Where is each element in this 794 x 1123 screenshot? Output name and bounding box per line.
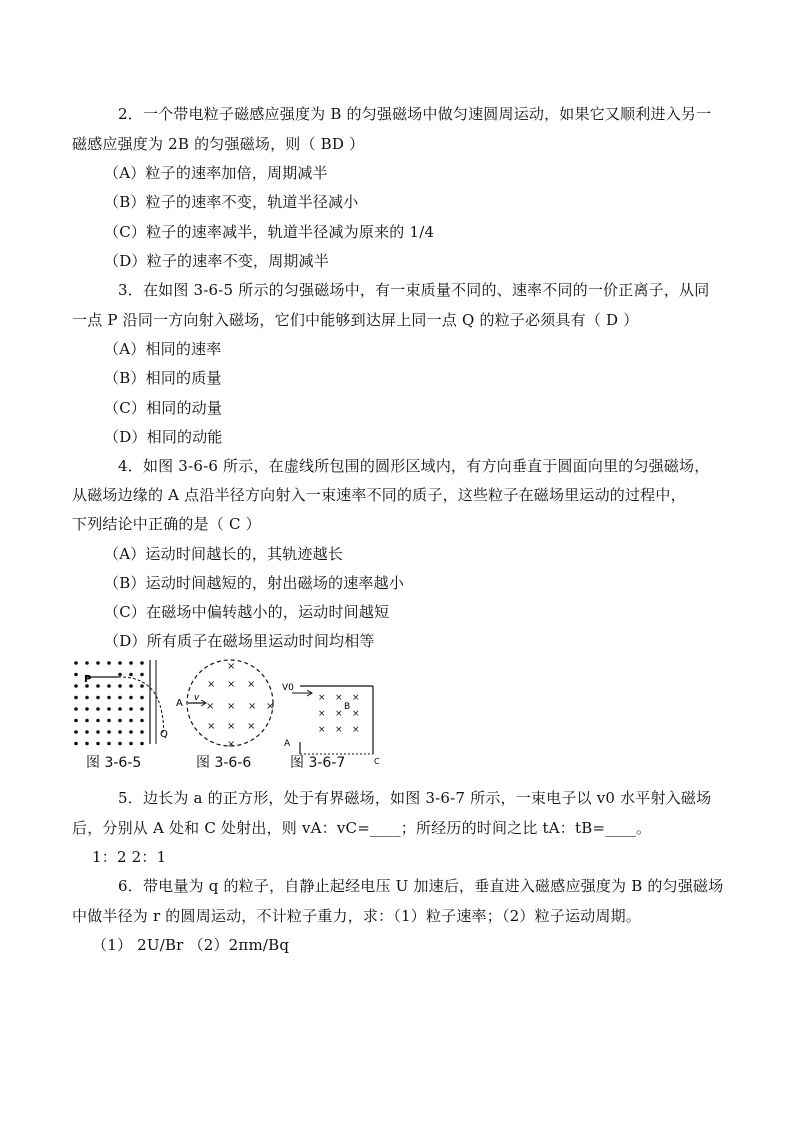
field-dot bbox=[129, 742, 133, 746]
field-x-mark: × bbox=[227, 701, 236, 712]
q2-stem-line2: 磁感应强度为 2B 的匀强磁场，则（ BD ） bbox=[72, 135, 365, 153]
figure-3-6-5 bbox=[74, 660, 168, 745]
q5-answer: 1：2 2：1 bbox=[92, 848, 167, 866]
field-dot bbox=[118, 684, 122, 688]
figure-3-6-7-caption: 图 3-6-7 bbox=[290, 755, 346, 771]
field-dot bbox=[140, 719, 144, 723]
field-x-mark: × bbox=[352, 709, 360, 719]
field-dot bbox=[85, 730, 89, 734]
field-dot bbox=[140, 707, 144, 711]
field-dot bbox=[118, 719, 122, 723]
q4-stem-line2: 从磁场边缘的 A 点沿半径方向射入一束速率不同的质子，这些粒子在磁场里运动的过程中， bbox=[72, 486, 686, 504]
field-dot bbox=[129, 684, 133, 688]
fig3-label-c: C bbox=[374, 757, 380, 766]
field-x-mark: × bbox=[207, 721, 216, 732]
field-dot bbox=[107, 742, 111, 746]
field-x-mark: × bbox=[352, 693, 360, 703]
fig3-label-b: B bbox=[344, 702, 351, 712]
field-dot bbox=[140, 730, 144, 734]
field-dot bbox=[140, 684, 144, 688]
q6-stem-line2: 中做半径为 r 的圆周运动，不计粒子重力，求：（1）粒子速率；（2）粒子运动周期。 bbox=[72, 907, 641, 925]
q5-stem-line1: 5．边长为 a 的正方形，处于有界磁场，如图 3-6-7 所示，一束电子以 v0 水平射入磁场 bbox=[118, 789, 712, 807]
q2-stem-line1: 2．一个带电粒子磁感应强度为 B 的匀强磁场中做匀速圆周运动，如果它又顺利进入另一 bbox=[118, 105, 712, 123]
fig3-label-a: A bbox=[284, 739, 291, 749]
field-dot bbox=[107, 719, 111, 723]
field-x-mark: × bbox=[207, 679, 216, 690]
field-x-mark: × bbox=[335, 709, 343, 719]
field-dot bbox=[129, 730, 133, 734]
field-x-mark: × bbox=[335, 693, 343, 703]
q3-stem-line2: 一点 P 沿同一方向射入磁场，它们中能够到达屏上同一点 Q 的粒子必须具有（ D ） bbox=[72, 311, 639, 329]
field-dot bbox=[74, 696, 78, 700]
fig3-label-v0: V0 bbox=[282, 683, 294, 693]
field-dot bbox=[74, 684, 78, 688]
field-dot bbox=[85, 742, 89, 746]
field-x-mark: × bbox=[266, 701, 275, 712]
fig2-label-a: A bbox=[176, 698, 183, 709]
field-x-mark: × bbox=[227, 739, 236, 750]
field-dot bbox=[74, 719, 78, 723]
q3-option-b: （B）相同的质量 bbox=[104, 369, 222, 387]
q2-option-b: （B）粒子的速率不变，轨道半径减小 bbox=[104, 193, 359, 211]
q6-stem-line1: 6．带电量为 q 的粒子，自静止起经电压 U 加速后，垂直进入磁感应强度为 B 的匀强磁场 bbox=[118, 877, 724, 895]
field-dot bbox=[129, 707, 133, 711]
q5-stem-line2: 后，分别从 A 处和 C 处射出，则 vA：vC=____；所经历的时间之比 tA：tB=____。 bbox=[72, 819, 652, 837]
field-dot bbox=[129, 696, 133, 700]
figure-3-6-6-caption: 图 3-6-6 bbox=[196, 755, 252, 771]
field-x-mark: × bbox=[247, 721, 256, 732]
field-dot bbox=[96, 696, 100, 700]
q3-option-c: （C）相同的动量 bbox=[104, 399, 223, 417]
field-dot bbox=[74, 673, 78, 677]
q3-option-d: （D）相同的动能 bbox=[104, 428, 223, 446]
q4-stem-line1: 4．如图 3-6-6 所示，在虚线所包围的圆形区域内，有方向垂直于圆面向里的匀强磁场， bbox=[118, 457, 710, 475]
field-x-mark: × bbox=[248, 701, 257, 712]
field-dot bbox=[96, 661, 100, 665]
q2-option-c: （C）粒子的速率减半，轨道半径减为原来的 1/4 bbox=[104, 223, 435, 241]
q4-option-d: （D）所有质子在磁场里运动时间均相等 bbox=[104, 632, 375, 650]
field-x-mark: × bbox=[335, 725, 343, 735]
field-dot bbox=[107, 707, 111, 711]
q4-option-a: （A）运动时间越长的，其轨迹越长 bbox=[104, 545, 344, 563]
q3-option-a: （A）相同的速率 bbox=[104, 340, 222, 358]
field-dot bbox=[107, 684, 111, 688]
field-dot bbox=[140, 673, 144, 677]
field-x-mark: × bbox=[318, 693, 326, 703]
field-dot bbox=[74, 730, 78, 734]
q2-option-d: （D）粒子的速率不变，周期减半 bbox=[104, 252, 330, 270]
field-dot bbox=[118, 742, 122, 746]
field-x-mark: × bbox=[247, 679, 256, 690]
field-dot bbox=[74, 742, 78, 746]
field-dot bbox=[118, 661, 122, 665]
q4-option-b: （B）运动时间越短的，射出磁场的速率越小 bbox=[104, 574, 405, 592]
field-x-mark: × bbox=[352, 725, 360, 735]
field-dot bbox=[96, 719, 100, 723]
field-dot bbox=[118, 730, 122, 734]
fig1-label-p: P bbox=[84, 674, 92, 685]
field-dot bbox=[118, 707, 122, 711]
field-dot bbox=[85, 661, 89, 665]
field-dot bbox=[129, 673, 133, 677]
field-x-mark: × bbox=[318, 709, 326, 719]
field-dot bbox=[74, 707, 78, 711]
field-dot bbox=[74, 661, 78, 665]
field-dot bbox=[85, 719, 89, 723]
fig1-label-q: Q bbox=[160, 729, 168, 740]
field-x-mark: × bbox=[318, 725, 326, 735]
q2-option-a: （A）粒子的速率加倍，周期减半 bbox=[104, 164, 328, 182]
field-dot bbox=[140, 661, 144, 665]
field-dot bbox=[140, 696, 144, 700]
field-dot bbox=[118, 673, 122, 677]
field-dot bbox=[129, 719, 133, 723]
field-dot bbox=[96, 707, 100, 711]
q6-answer: （1） 2U/Br （2）2πm/Bq bbox=[92, 936, 290, 954]
field-dot bbox=[96, 742, 100, 746]
field-dot bbox=[140, 742, 144, 746]
field-x-mark: × bbox=[206, 701, 215, 712]
q4-stem-line3: 下列结论中正确的是（ C ） bbox=[72, 515, 261, 533]
fig2-label-v: v bbox=[194, 693, 200, 703]
figure-3-6-6 bbox=[176, 660, 274, 750]
field-dot bbox=[85, 696, 89, 700]
field-dot bbox=[96, 730, 100, 734]
field-dot bbox=[129, 661, 133, 665]
field-dot bbox=[107, 661, 111, 665]
field-x-mark: × bbox=[227, 661, 236, 672]
field-dot bbox=[85, 707, 89, 711]
field-x-mark: × bbox=[227, 679, 236, 690]
field-dot bbox=[107, 730, 111, 734]
field-dot bbox=[118, 696, 122, 700]
figure-3-6-5-caption: 图 3-6-5 bbox=[86, 755, 142, 771]
field-x-mark: × bbox=[227, 721, 236, 732]
q4-option-c: （C）在磁场中偏转越小的，运动时间越短 bbox=[104, 603, 390, 621]
field-dot bbox=[107, 696, 111, 700]
field-dot bbox=[96, 684, 100, 688]
q3-stem-line1: 3．在如图 3-6-5 所示的匀强磁场中，有一束质量不同的、速率不同的一价正离子，从同 bbox=[118, 281, 710, 299]
